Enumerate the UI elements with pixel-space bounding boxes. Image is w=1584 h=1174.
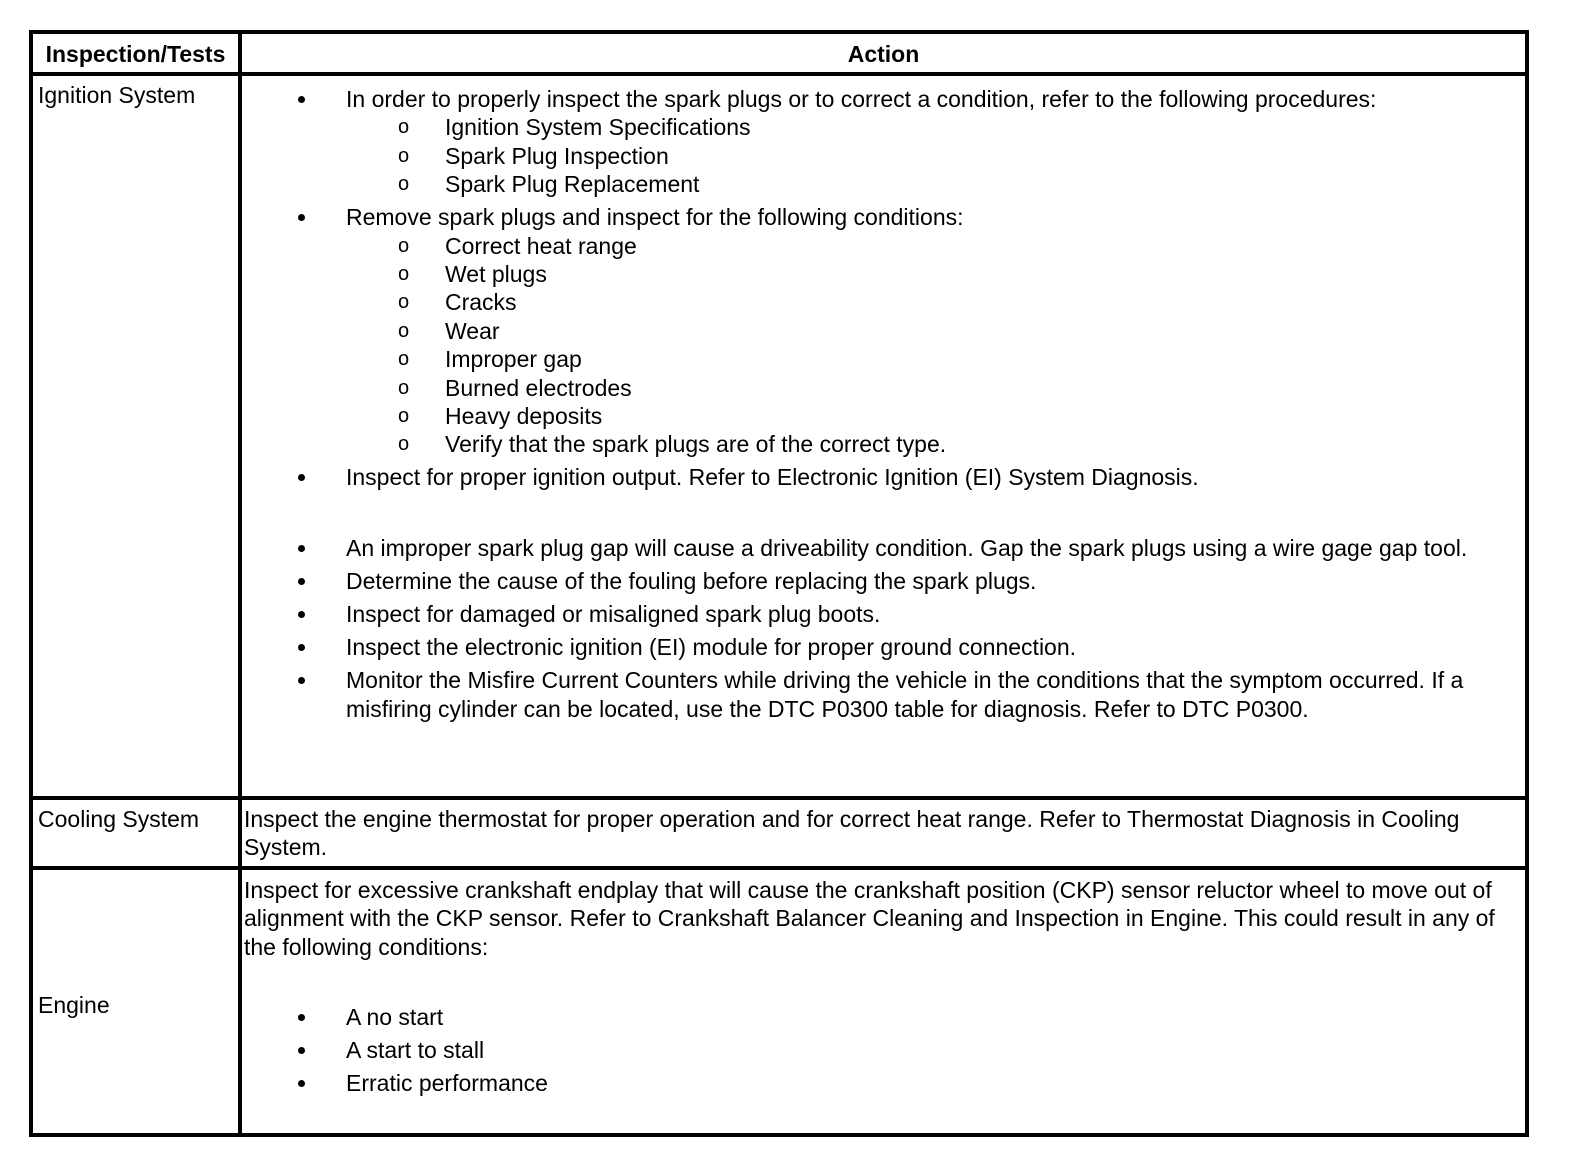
sublist-item: o Wear [346,317,1519,345]
column-divider [238,76,242,796]
sublist-item: o Improper gap [346,345,1519,373]
table-row-engine [33,866,1525,1137]
table-row-cooling-system [33,796,1525,866]
list-item: Inspect the electronic ignition (EI) module for proper ground connection. [246,633,1519,661]
list-item-text: Remove spark plugs and inspect for the following conditions: [346,204,964,231]
list-item [246,85,1519,199]
row-label-ignition-system: Ignition System [38,82,196,108]
engine-action-cell [244,876,1519,1102]
list-item: Inspect for proper ignition output. Refer to Electronic Ignition (EI) System Diagnosis. [246,463,1519,491]
sublist-item: o Heavy deposits [346,402,1519,430]
list-item: An improper spark plug gap will cause a driveability condition. Gap the spark plugs using a wire gage gap tool. [246,534,1519,562]
header-action: Action [847,41,920,67]
list-item: Determine the cause of the fouling before replacing the spark plugs. [246,567,1519,595]
list-item [246,203,1519,459]
row-label-cooling-system: Cooling System [38,806,200,832]
ignition-bullet-list [246,85,1519,492]
list-item: Erratic performance [246,1069,1519,1097]
column-divider [238,870,242,1137]
inspection-table [29,30,1529,1137]
column-divider [238,800,242,866]
sublist-item: o Burned electrodes [346,374,1519,402]
sublist-item: o Correct heat range [346,232,1519,260]
conditions-sublist [346,232,1519,459]
sublist-item: o Wet plugs [346,260,1519,288]
table-row-ignition-system [33,72,1525,796]
procedure-sublist [346,113,1519,198]
sublist-item: o Spark Plug Inspection [346,142,1519,170]
engine-conditions-list [246,1003,1519,1097]
ignition-bullet-list-continued [246,534,1519,723]
list-item: Inspect for damaged or misaligned spark plug boots. [246,600,1519,628]
sublist-item: o Verify that the spark plugs are of the correct type. [346,430,1519,458]
list-item-text: In order to properly inspect the spark plugs or to correct a condition, refer to the following procedures: [346,86,1377,112]
list-item: A no start [246,1003,1519,1031]
cooling-action-text: Inspect the engine thermostat for proper operation and for correct heat range. Refer to Thermostat Diagnosis in Cooling System. [244,806,1460,861]
ignition-action-cell [246,85,1519,728]
table-header-row [33,34,1525,72]
engine-action-text: Inspect for excessive crankshaft endplay that will cause the crankshaft position (CKP) sensor reluctor wheel to move out of alignment with the CKP sensor. Refer to Crankshaft Balancer Cleaning and Inspection in Engine. This could result in any of the following conditions: [244,877,1495,960]
row-label-engine: Engine [38,992,110,1018]
list-item: A start to stall [246,1036,1519,1064]
sublist-item: o Cracks [346,288,1519,316]
sublist-item: o Ignition System Specifications [346,113,1519,141]
sublist-item: o Spark Plug Replacement [346,170,1519,198]
list-item: Monitor the Misfire Current Counters while driving the vehicle in the conditions that the symptom occurred. If a misfiring cylinder can be located, use the DTC P0300 table for diagnosis. Refer to DTC P0300. [246,666,1519,723]
header-inspection-tests: Inspection/Tests [45,41,226,67]
